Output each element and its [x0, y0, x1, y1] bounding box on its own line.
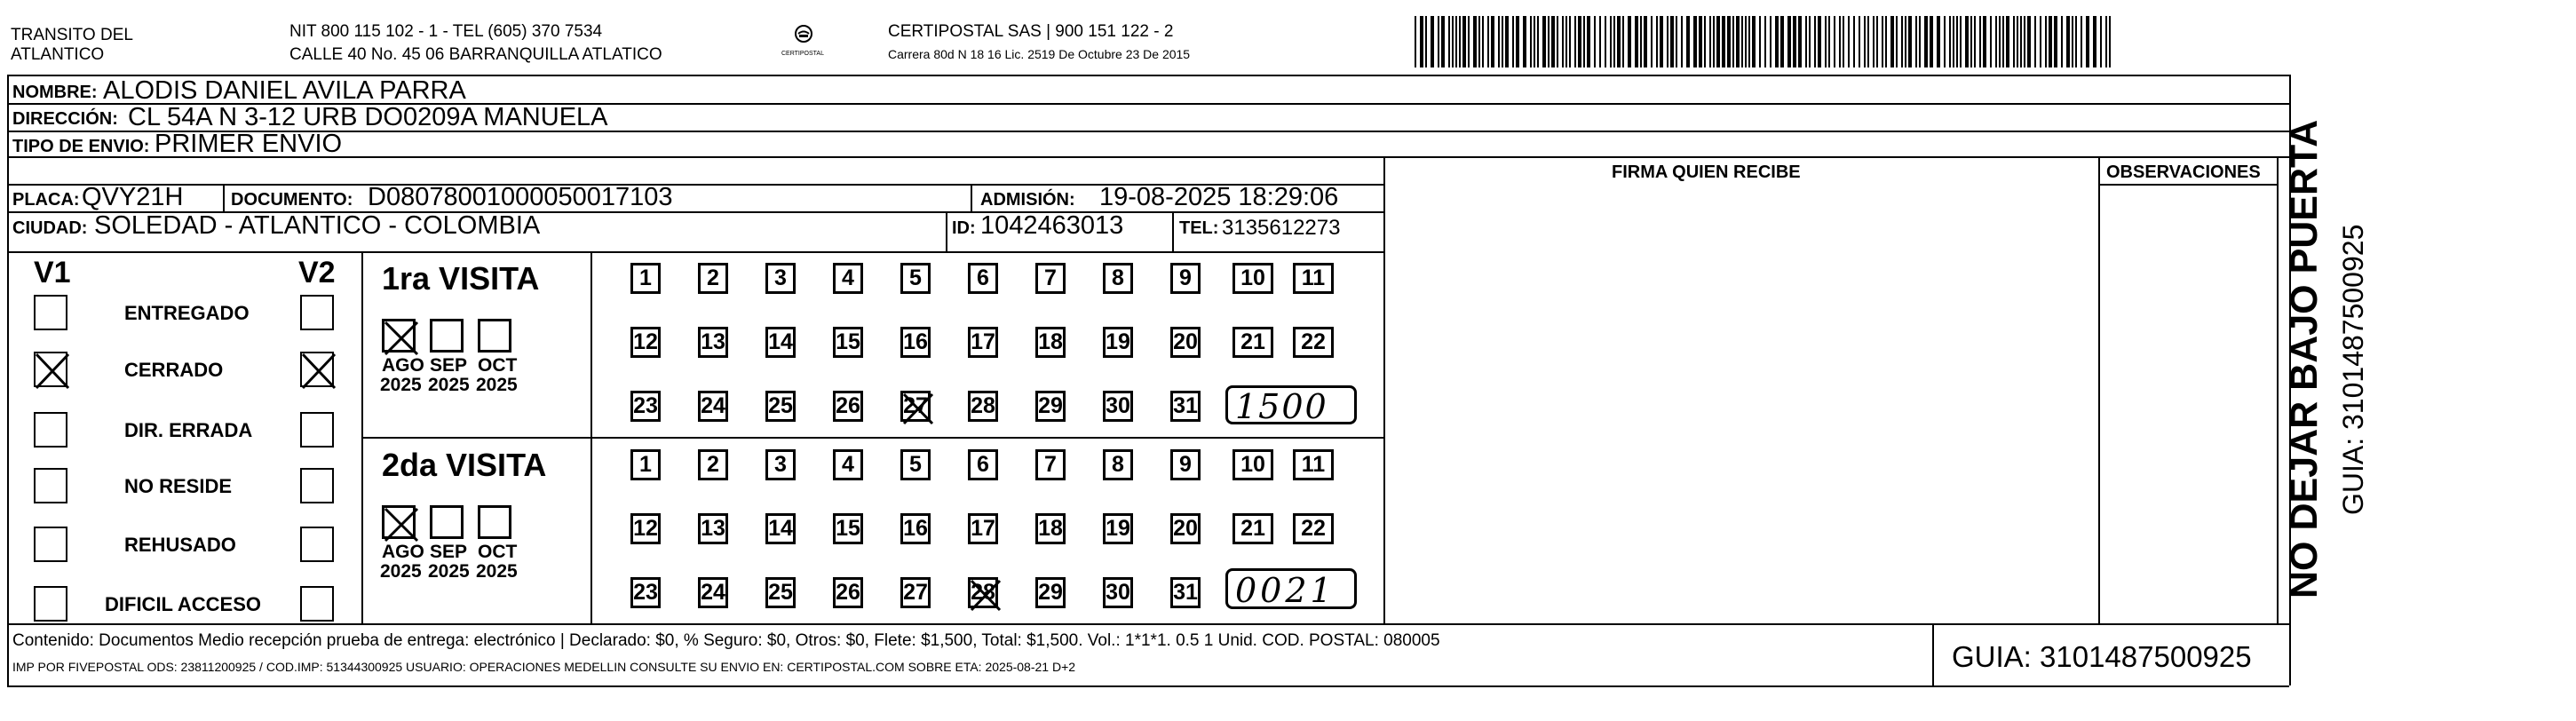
day-number: 27 [903, 393, 928, 418]
second-visit-day-box[interactable] [1170, 577, 1201, 608]
day-number: 14 [768, 329, 793, 354]
second-visit-day-box[interactable] [765, 513, 796, 544]
day-number: 9 [1179, 265, 1192, 290]
first-visit-day-box[interactable] [765, 391, 796, 422]
day-number: 17 [971, 516, 995, 541]
nit-line: NIT 800 115 102 - 1 - TEL (605) 370 7534 [289, 22, 603, 41]
day-number: 23 [633, 580, 658, 605]
status-option-label: CERRADO [124, 359, 224, 381]
direccion-value: CL 54A N 3-12 URB DO0209A MANUELA [128, 103, 608, 131]
day-number: 2 [707, 452, 719, 477]
address-line: CALLE 40 No. 45 06 BARRANQUILLA ATLATICO [289, 45, 662, 64]
second-visit-day-box[interactable] [900, 513, 931, 544]
tipo-envio-label: TIPO DE ENVIO: [12, 137, 150, 156]
check-mark-icon [299, 351, 338, 392]
day-number: 28 [971, 393, 995, 418]
check-mark-icon [33, 351, 72, 392]
status-option-label: DIFICIL ACCESO [105, 593, 262, 615]
day-number: 18 [1038, 329, 1063, 354]
first-visit-day-box[interactable] [630, 263, 661, 294]
day-number: 4 [842, 452, 854, 477]
second-visit-day-box[interactable] [1170, 449, 1201, 480]
v1-checkbox[interactable] [34, 295, 67, 330]
first-visit-day-box[interactable] [1293, 263, 1334, 294]
check-mark-icon [382, 319, 421, 358]
day-number: 3 [774, 265, 787, 290]
v1-checkbox[interactable] [34, 468, 67, 503]
second-visit-day-box[interactable] [900, 577, 931, 608]
courier-address: Carrera 80d N 18 16 Lic. 2519 De Octubre 23 De 2015 [888, 47, 1191, 61]
day-number: 21 [1240, 329, 1265, 354]
ciudad-value: SOLEDAD - ATLANTICO - COLOMBIA [94, 211, 541, 240]
nombre-label: NOMBRE: [12, 83, 98, 102]
first-visit-time: 1500 [1235, 387, 1328, 426]
second-visit-day-box[interactable] [833, 513, 863, 544]
documento-label: DOCUMENTO: [231, 190, 353, 210]
second-visit-day-box[interactable] [1293, 449, 1334, 480]
day-number: 22 [1301, 516, 1326, 541]
day-number: 1 [639, 265, 652, 290]
day-number: 8 [1112, 452, 1124, 477]
first-visit-day-box[interactable] [900, 391, 931, 422]
second-visit-day-box[interactable] [765, 577, 796, 608]
check-mark-icon [968, 577, 1003, 614]
day-number: 22 [1301, 329, 1326, 354]
month-label: SEP [430, 355, 468, 376]
month-label: OCT [478, 355, 518, 376]
day-number: 25 [768, 580, 793, 605]
day-number: 7 [1044, 452, 1057, 477]
firma-label: FIRMA QUIEN RECIBE [1612, 162, 1801, 182]
footer-imp: IMP POR FIVEPOSTAL ODS: 23811200925 / COD.IMP: 51344300925 USUARIO: OPERACIONES MEDELLIN CONSULTE SU ENVIO EN: CERTIPOSTAL.COM SOBRE ETA: 2025-08-21 D+2 [12, 660, 1076, 674]
v2-checkbox[interactable] [300, 295, 334, 330]
day-number: 14 [768, 516, 793, 541]
second-visit-day-box[interactable] [833, 577, 863, 608]
day-number: 27 [903, 580, 928, 605]
month-label: AGO [382, 542, 424, 562]
status-option-label: DIR. ERRADA [124, 419, 253, 441]
sender-line-2: ATLANTICO [11, 45, 105, 64]
v2-checkbox[interactable] [300, 412, 334, 448]
first-visit-day-box[interactable] [1035, 391, 1066, 422]
first-visit-label: 1ra VISITA [382, 260, 540, 297]
first-visit-day-box[interactable] [1170, 391, 1201, 422]
direccion-label: DIRECCIÓN: [12, 109, 118, 129]
check-mark-icon [900, 391, 936, 427]
observaciones-label: OBSERVACIONES [2106, 162, 2261, 182]
certipostal-logo: CERTIPOSTAL [781, 21, 826, 66]
first-visit-day-box[interactable] [833, 391, 863, 422]
day-number: 29 [1038, 580, 1063, 605]
day-number: 15 [836, 329, 860, 354]
year-label: 2025 [476, 561, 518, 582]
id-label: ID: [952, 218, 976, 238]
day-number: 2 [707, 265, 719, 290]
day-number: 16 [903, 329, 928, 354]
first-visit-day-box[interactable] [1233, 263, 1273, 294]
day-number: 24 [701, 393, 725, 418]
barcode [1415, 16, 2116, 67]
second-visit-day-box[interactable] [1103, 449, 1133, 480]
first-visit-day-box[interactable] [1170, 263, 1201, 294]
first-visit-day-box[interactable] [698, 391, 728, 422]
day-number: 30 [1106, 393, 1130, 418]
day-number: 10 [1240, 265, 1265, 290]
first-visit-day-box[interactable] [833, 263, 863, 294]
month-checkbox[interactable] [430, 319, 464, 353]
first-visit-day-box[interactable] [1035, 263, 1066, 294]
first-visit-day-box[interactable] [968, 263, 998, 294]
day-number: 19 [1106, 516, 1130, 541]
first-visit-day-box[interactable] [833, 327, 863, 358]
month-label: AGO [382, 355, 424, 376]
status-option-label: REHUSADO [124, 534, 236, 556]
first-visit-day-box[interactable] [765, 327, 796, 358]
day-number: 25 [768, 393, 793, 418]
id-value: 1042463013 [980, 211, 1124, 240]
second-visit-day-box[interactable] [1035, 513, 1066, 544]
tipo-envio-value: PRIMER ENVIO [155, 130, 343, 158]
second-visit-time: 0021 [1235, 571, 1336, 610]
day-number: 19 [1106, 329, 1130, 354]
v1-checkbox[interactable] [34, 586, 67, 622]
day-number: 5 [909, 265, 922, 290]
first-visit-day-box[interactable] [1103, 391, 1133, 422]
day-number: 17 [971, 329, 995, 354]
day-number: 4 [842, 265, 854, 290]
day-number: 8 [1112, 265, 1124, 290]
day-number: 6 [977, 265, 989, 290]
second-visit-day-box[interactable] [1170, 513, 1201, 544]
day-number: 3 [774, 452, 787, 477]
day-number: 20 [1173, 329, 1198, 354]
day-number: 26 [836, 393, 860, 418]
first-visit-day-box[interactable] [765, 263, 796, 294]
day-number: 16 [903, 516, 928, 541]
day-number: 9 [1179, 452, 1192, 477]
second-visit-day-box[interactable] [968, 513, 998, 544]
day-number: 24 [701, 580, 725, 605]
footer-guia: GUIA: 3101487500925 [1952, 640, 2252, 673]
second-visit-day-box[interactable] [1293, 513, 1334, 544]
ciudad-label: CIUDAD: [12, 218, 88, 238]
second-visit-day-box[interactable] [968, 577, 998, 608]
day-number: 26 [836, 580, 860, 605]
no-dejar-bajo-puerta: NO DEJAR BAJO PUERTA [2283, 119, 2326, 598]
second-visit-day-box[interactable] [1035, 449, 1066, 480]
v2-checkbox[interactable] [300, 527, 334, 562]
day-number: 10 [1240, 452, 1265, 477]
first-visit-day-box[interactable] [1170, 327, 1201, 358]
v1-checkbox[interactable] [34, 352, 67, 387]
month-checkbox[interactable] [382, 505, 416, 539]
sender-line-1: TRANSITO DEL [11, 26, 133, 44]
day-number: 13 [701, 329, 725, 354]
day-number: 20 [1173, 516, 1198, 541]
month-checkbox[interactable] [382, 319, 416, 353]
second-visit-time-box [1225, 568, 1357, 609]
v1-checkbox[interactable] [34, 412, 67, 448]
second-visit-day-box[interactable] [833, 449, 863, 480]
status-option-label: NO RESIDE [124, 475, 233, 497]
first-visit-day-box[interactable] [968, 391, 998, 422]
first-visit-day-box[interactable] [1103, 327, 1133, 358]
second-visit-label: 2da VISITA [382, 447, 547, 483]
admision-label: ADMISIÓN: [980, 190, 1075, 210]
day-number: 6 [977, 452, 989, 477]
documento-value: D08078001000050017103 [368, 183, 673, 211]
day-number: 13 [701, 516, 725, 541]
month-checkbox[interactable] [478, 319, 511, 353]
second-visit-day-box[interactable] [630, 513, 661, 544]
month-label: SEP [430, 542, 468, 562]
second-visit-day-box[interactable] [630, 449, 661, 480]
first-visit-time-box [1225, 385, 1357, 424]
v1-label: V1 [34, 256, 71, 289]
second-visit-day-box[interactable] [1103, 513, 1133, 544]
placa-value: QVY21H [82, 183, 184, 211]
day-number: 12 [633, 329, 658, 354]
year-label: 2025 [428, 561, 470, 582]
day-number: 31 [1173, 580, 1198, 605]
v2-checkbox[interactable] [300, 468, 334, 503]
tel-label: TEL: [1179, 218, 1219, 238]
second-visit-day-box[interactable] [1103, 577, 1133, 608]
v2-checkbox[interactable] [300, 586, 334, 622]
v2-checkbox[interactable] [300, 352, 334, 387]
day-number: 23 [633, 393, 658, 418]
day-number: 15 [836, 516, 860, 541]
day-number: 30 [1106, 580, 1130, 605]
placa-label: PLACA: [12, 190, 80, 210]
year-label: 2025 [476, 375, 518, 395]
month-label: OCT [478, 542, 518, 562]
day-number: 12 [633, 516, 658, 541]
v2-label: V2 [298, 256, 336, 289]
first-visit-day-box[interactable] [1103, 263, 1133, 294]
second-visit-day-box[interactable] [698, 577, 728, 608]
second-visit-day-box[interactable] [630, 577, 661, 608]
first-visit-day-box[interactable] [1233, 327, 1273, 358]
second-visit-day-box[interactable] [1233, 513, 1273, 544]
first-visit-day-box[interactable] [698, 327, 728, 358]
day-number: 21 [1240, 516, 1265, 541]
check-mark-icon [382, 505, 421, 544]
day-number: 28 [971, 580, 995, 605]
second-visit-day-box[interactable] [698, 449, 728, 480]
first-visit-day-box[interactable] [630, 391, 661, 422]
day-number: 29 [1038, 393, 1063, 418]
first-visit-day-box[interactable] [900, 263, 931, 294]
day-number: 31 [1173, 393, 1198, 418]
year-label: 2025 [380, 375, 422, 395]
v1-checkbox[interactable] [34, 527, 67, 562]
day-number: 11 [1301, 265, 1326, 290]
first-visit-day-box[interactable] [1035, 327, 1066, 358]
day-number: 5 [909, 452, 922, 477]
second-visit-day-box[interactable] [968, 449, 998, 480]
day-number: 18 [1038, 516, 1063, 541]
day-number: 1 [639, 452, 652, 477]
footer-contenido: Contenido: Documentos Medio recepción prueba de entrega: electrónico | Declarado: $0, % Seguro: $0, Otros: $0, Flete: $1,500, Total: $1,500. Vol.: 1*1*1. 0.5 1 Unid. COD. POSTAL: 080005 [12, 631, 1440, 650]
month-checkbox[interactable] [478, 505, 511, 539]
admision-value: 19-08-2025 18:29:06 [1099, 183, 1339, 211]
day-number: 7 [1044, 265, 1057, 290]
second-visit-day-box[interactable] [1233, 449, 1273, 480]
second-visit-day-box[interactable] [1035, 577, 1066, 608]
side-guia: GUIA: 3101487500925 [2337, 224, 2369, 515]
month-checkbox[interactable] [430, 505, 464, 539]
second-visit-day-box[interactable] [698, 513, 728, 544]
courier-line: CERTIPOSTAL SAS | 900 151 122 - 2 [888, 22, 1174, 41]
second-visit-day-box[interactable] [900, 449, 931, 480]
status-option-label: ENTREGADO [124, 302, 250, 324]
year-label: 2025 [380, 561, 422, 582]
tel-value: 3135612273 [1222, 216, 1341, 240]
first-visit-day-box[interactable] [968, 327, 998, 358]
day-number: 11 [1301, 452, 1326, 477]
first-visit-day-box[interactable] [698, 263, 728, 294]
nombre-value: ALODIS DANIEL AVILA PARRA [103, 76, 466, 105]
first-visit-day-box[interactable] [630, 327, 661, 358]
second-visit-day-box[interactable] [765, 449, 796, 480]
year-label: 2025 [428, 375, 470, 395]
first-visit-day-box[interactable] [1293, 327, 1334, 358]
first-visit-day-box[interactable] [900, 327, 931, 358]
